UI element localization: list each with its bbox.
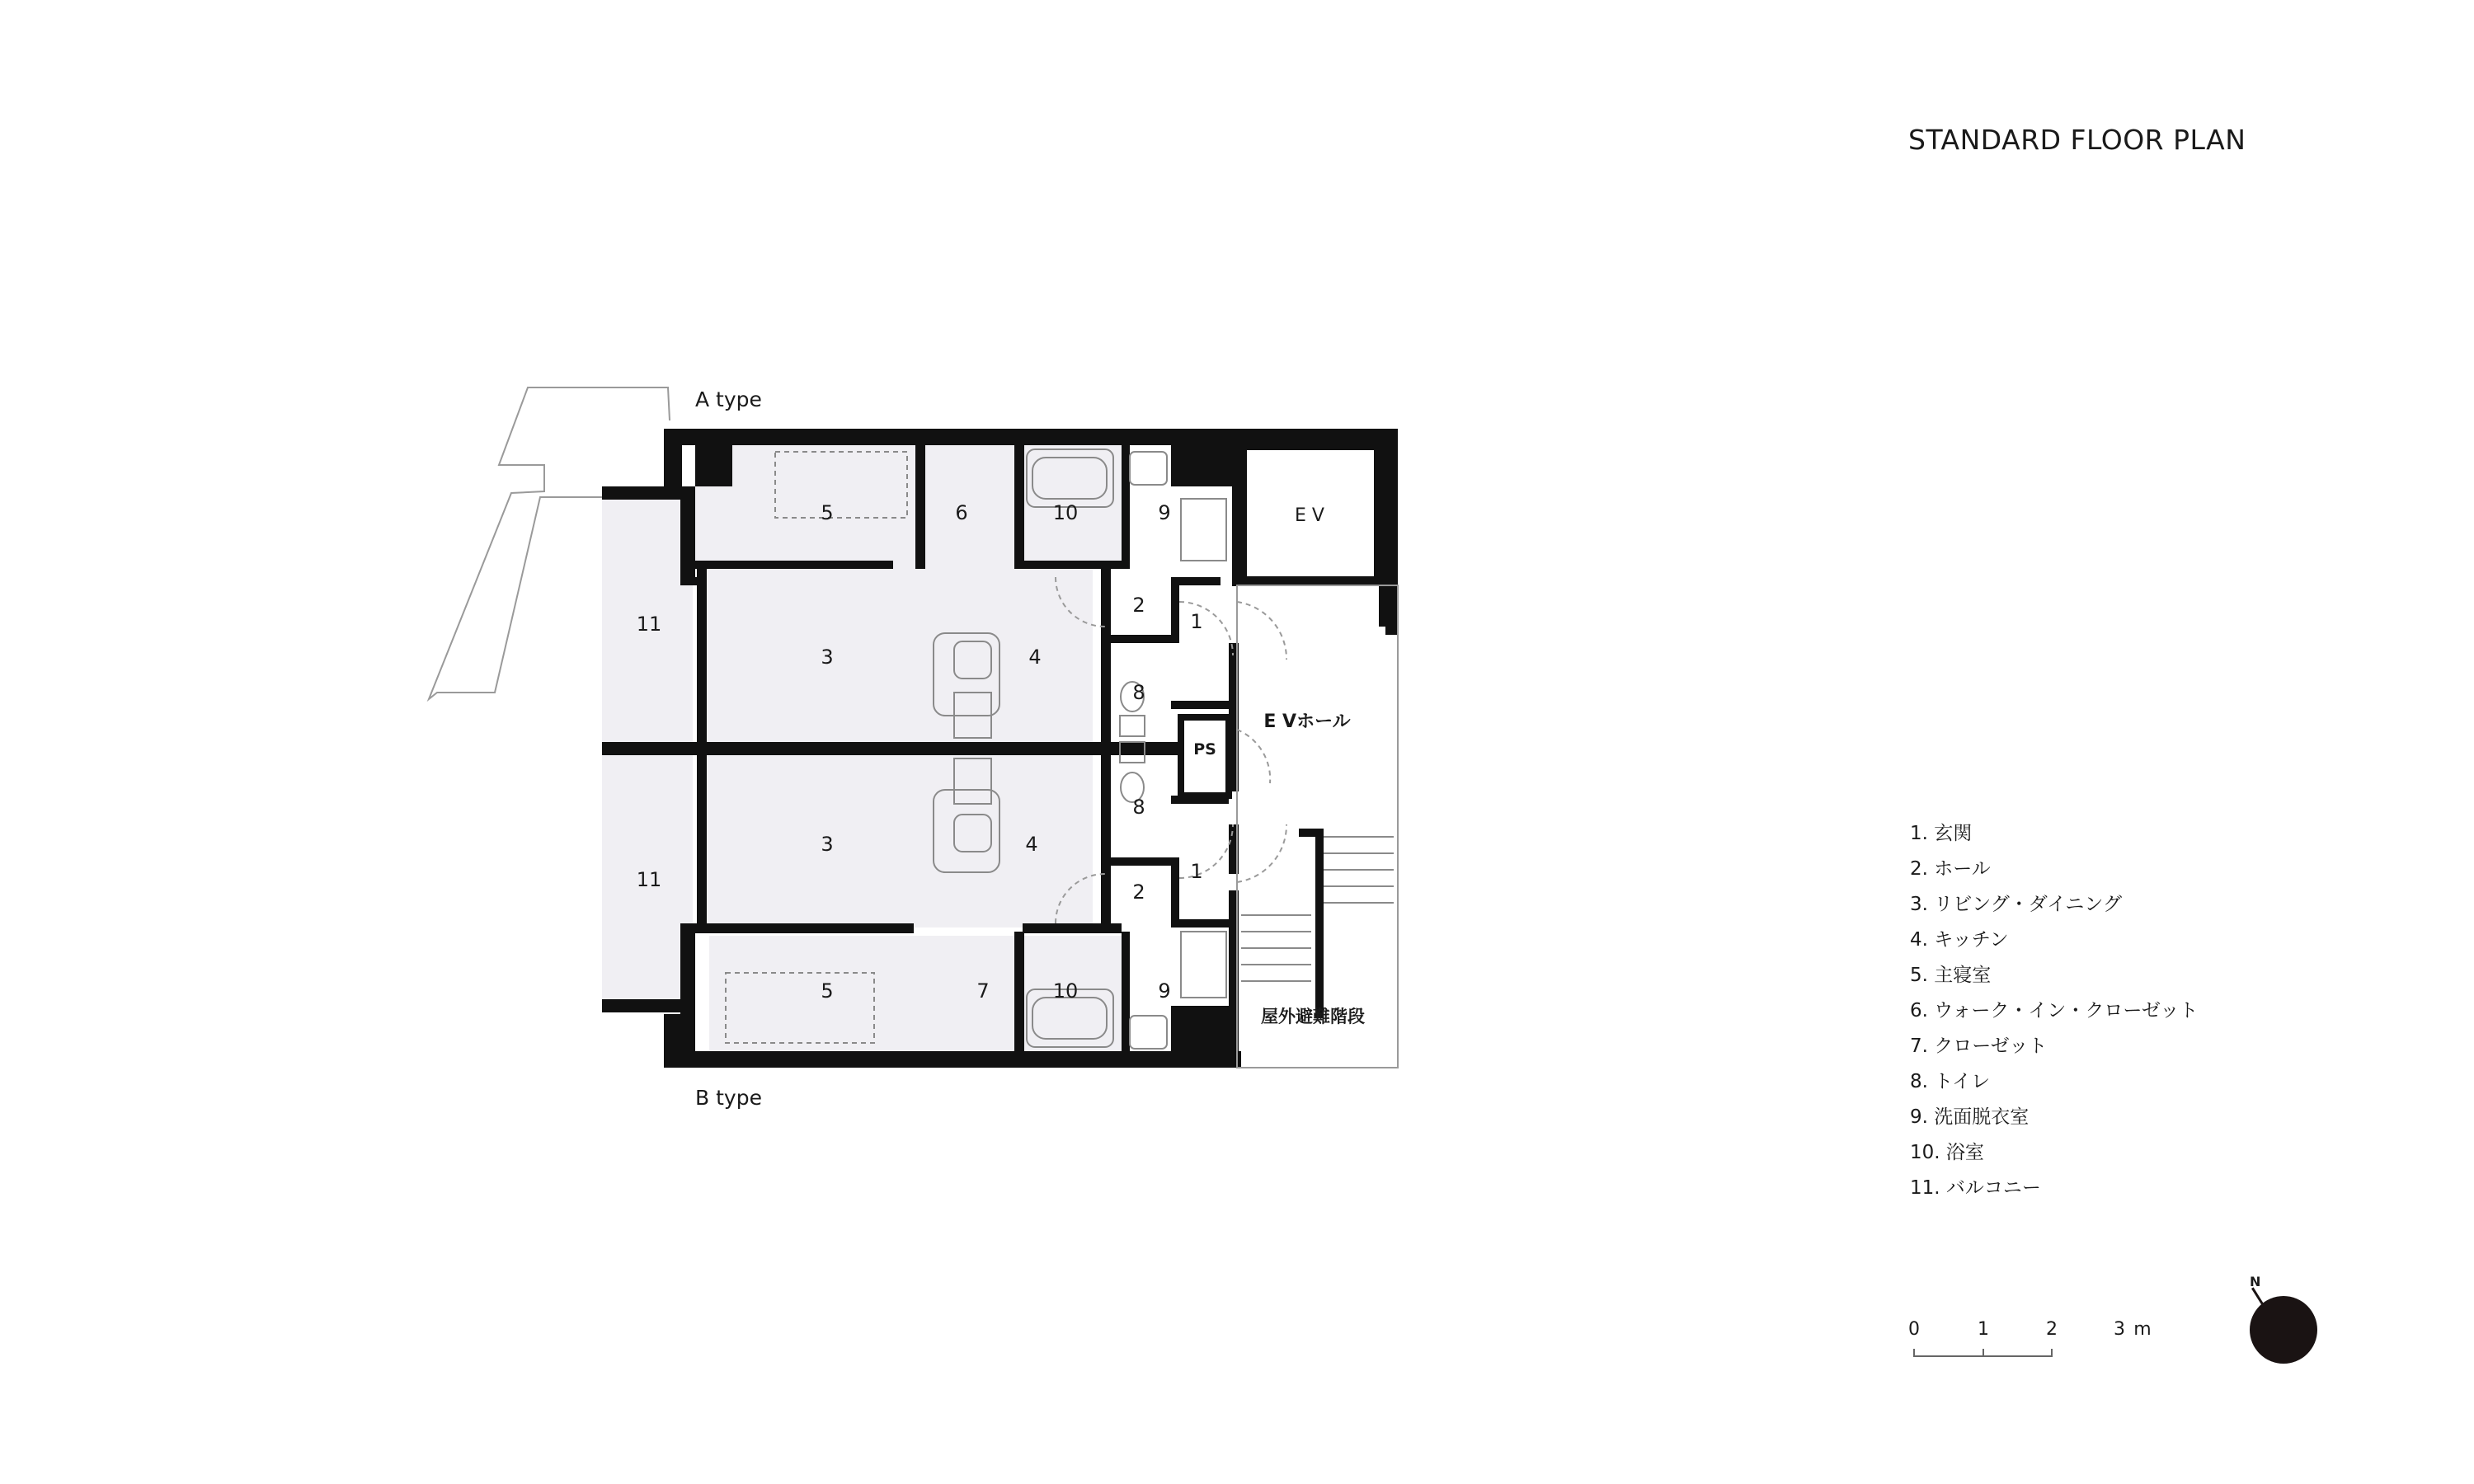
room-label-a-entrance: 1: [1190, 610, 1203, 633]
drawing-title: STANDARD FLOOR PLAN: [1908, 124, 2246, 156]
room-label-b-bath: 10: [1052, 979, 1079, 1003]
scale-bar: [1910, 1319, 2157, 1369]
room-label-b-washroom: 9: [1158, 979, 1171, 1003]
scale-label-0: 0: [1908, 1319, 1920, 1340]
scale-tick: [2051, 1349, 2053, 1357]
compass-disc-icon: [2250, 1296, 2317, 1364]
scale-unit: m: [2133, 1319, 2152, 1340]
north-label: N: [2250, 1274, 2261, 1289]
room-label-a-walkin: 6: [955, 501, 968, 524]
room-legend: [1910, 816, 2198, 1206]
ps-label: PS: [1193, 740, 1216, 758]
room-label-a-balcony: 11: [636, 613, 662, 636]
room-label-a-hall: 2: [1132, 594, 1145, 617]
b-type-label: B type: [695, 1086, 762, 1110]
legend-item: 2. ホール: [1910, 858, 1991, 880]
scale-label-2: 2: [2046, 1319, 2058, 1340]
scale-label-1: 1: [1978, 1319, 1989, 1340]
scale-tick: [1982, 1349, 1984, 1357]
north-arrow: [2243, 1274, 2317, 1364]
room-label-a-toilet: 8: [1132, 681, 1145, 704]
room-label-b-kitchen: 4: [1025, 833, 1038, 856]
room-label-a-kitchen: 4: [1028, 646, 1042, 669]
room-label-b-closet: 7: [976, 979, 990, 1003]
room-label-b-entrance: 1: [1190, 860, 1203, 883]
legend-item: 6. ウォーク・イン・クローゼット: [1910, 1000, 2199, 1021]
stairs-label: 屋外避難階段: [1261, 1007, 1365, 1026]
room-label-b-toilet: 8: [1132, 796, 1145, 819]
scale-tick: [1913, 1349, 1915, 1357]
ev-label: E V: [1295, 505, 1324, 526]
a-type-label: A type: [695, 387, 762, 411]
room-label-a-washroom: 9: [1158, 501, 1171, 524]
legend-item: 3. リビング・ダイニング: [1910, 894, 2122, 915]
legend-item: 11. バルコニー: [1910, 1177, 2041, 1199]
ev-hall-label: E Vホール: [1263, 711, 1351, 732]
room-label-b-balcony: 11: [636, 868, 662, 891]
scale-label-3: 3: [2114, 1319, 2125, 1340]
legend-item: 4. キッチン: [1910, 929, 2009, 951]
legend-item: 7. クローゼット: [1910, 1036, 2048, 1057]
room-label-b-hall: 2: [1132, 881, 1145, 904]
legend-item: 10. 浴室: [1910, 1142, 1984, 1163]
legend-item: 8. トイレ: [1910, 1071, 1991, 1092]
legend-item: 5. 主寝室: [1910, 965, 1992, 986]
room-label-b-bedroom: 5: [821, 979, 834, 1003]
room-label-a-bedroom: 5: [821, 501, 834, 524]
legend-item: 1. 玄関: [1910, 823, 1973, 844]
room-label-b-living: 3: [821, 833, 834, 856]
room-label-a-bath: 10: [1052, 501, 1079, 524]
room-label-a-living: 3: [821, 646, 834, 669]
legend-item: 9. 洗面脱衣室: [1910, 1106, 2030, 1128]
